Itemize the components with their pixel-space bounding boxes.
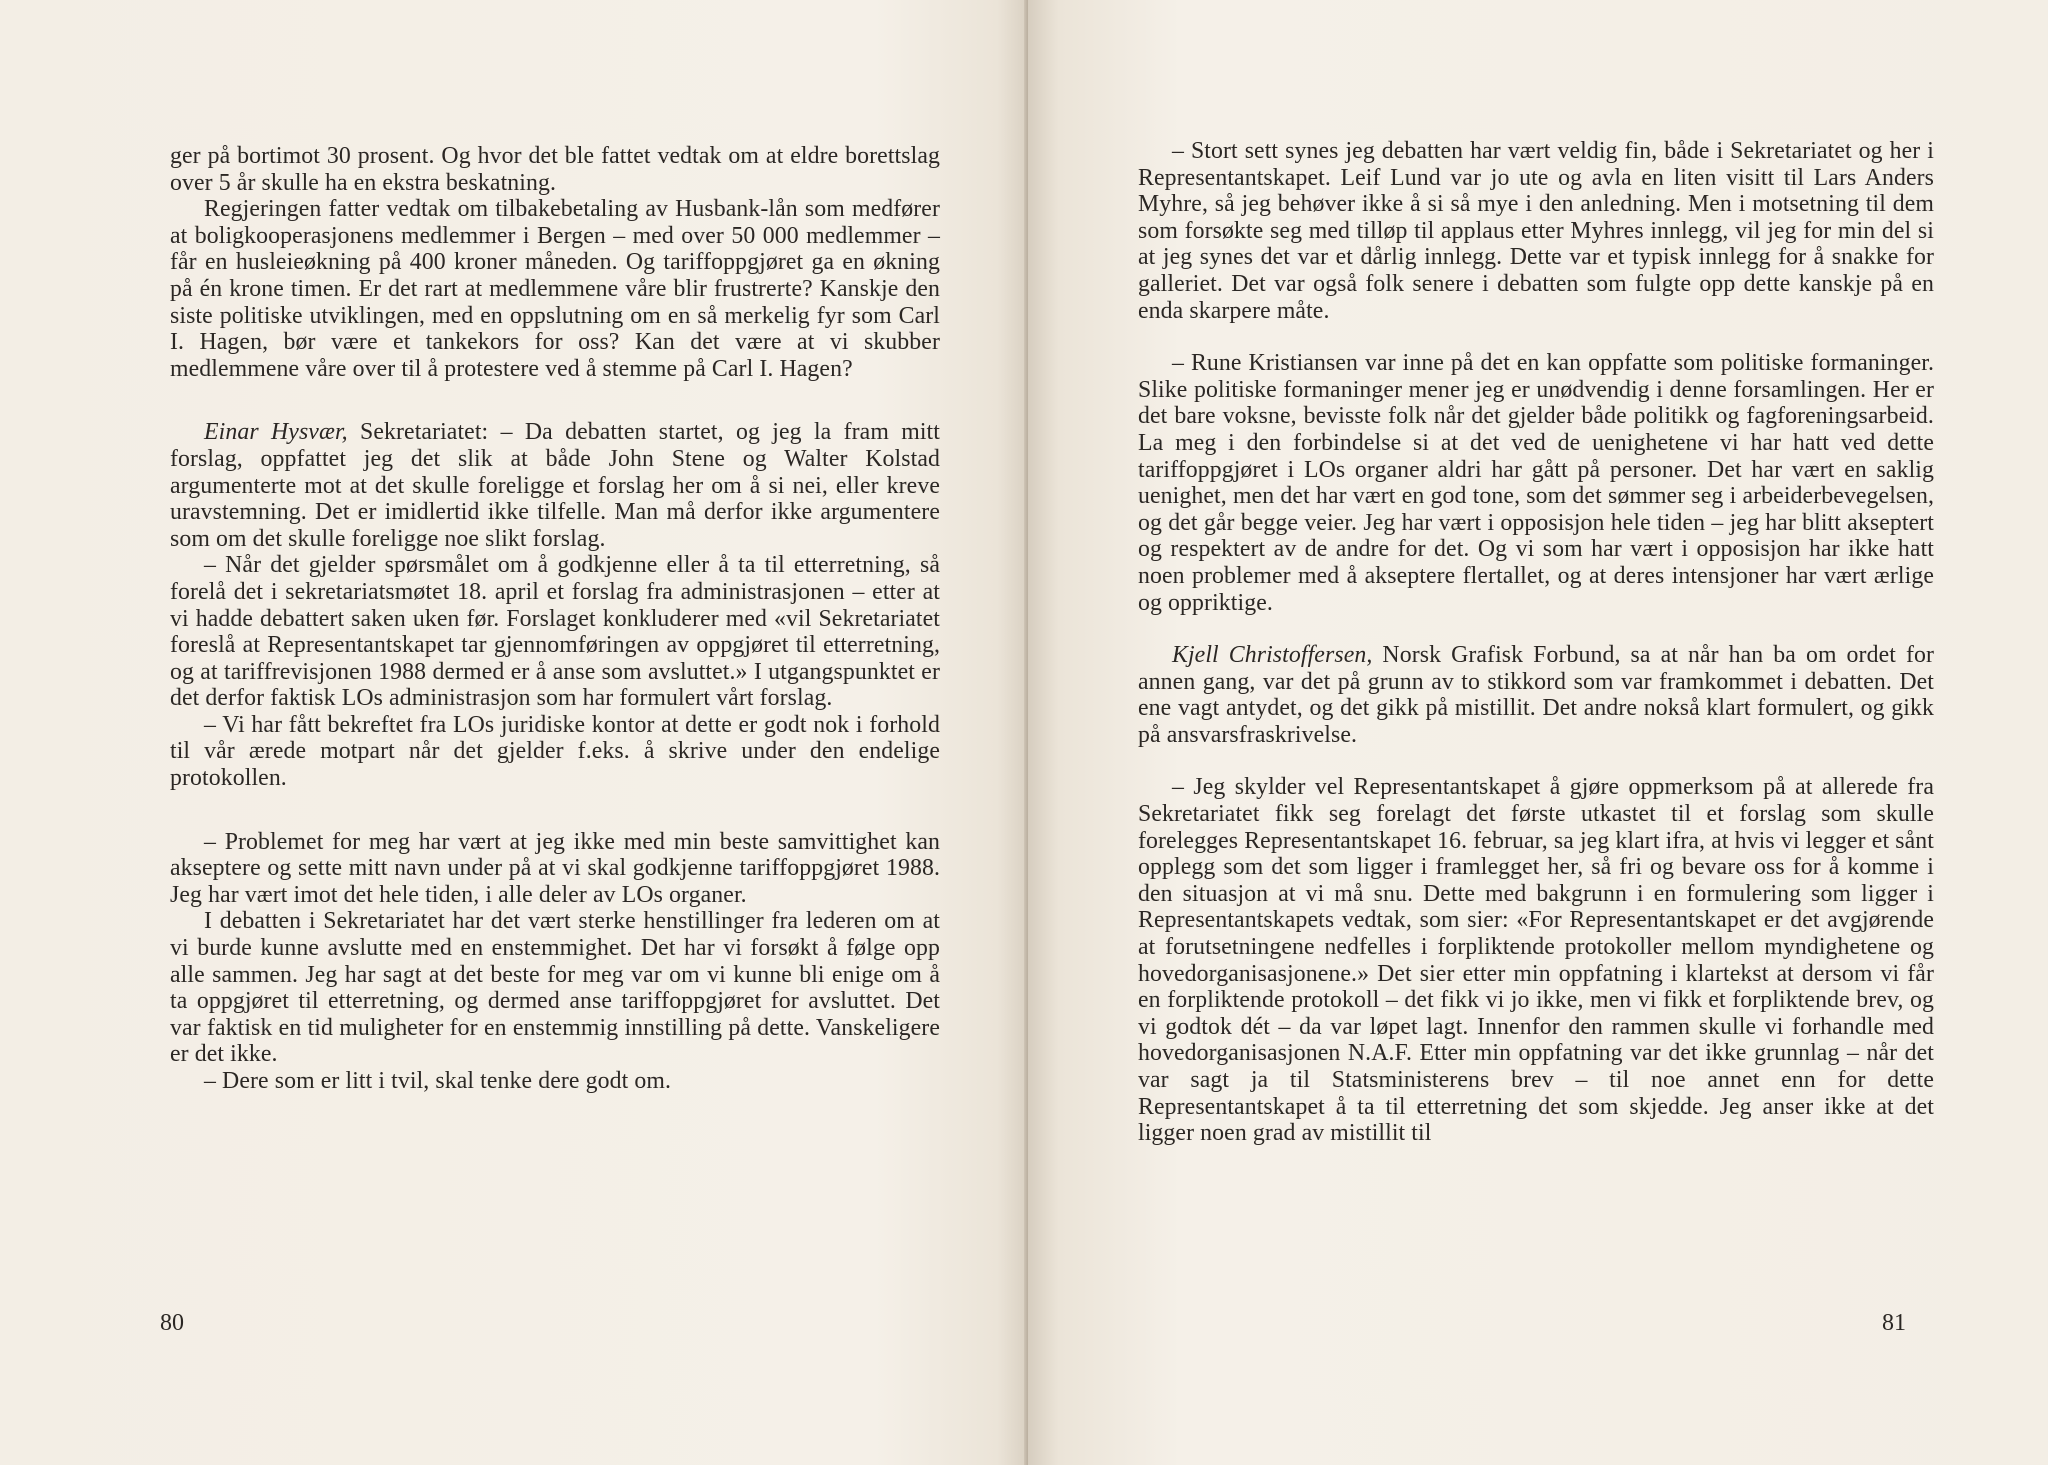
right-page: [1028, 0, 2048, 1465]
paragraph: – Jeg skylder vel Representantskapet å gjøre oppmerksom på at allerede fra Sekretariatet fikk seg forelagt det første utkastet til et forslag som skulle forelegges Representantskapet 16. februar, sa jeg klart ifra, at hvis vi legger et sånt opplegg som det som ligger i framlegget her, så fri og bevare oss for å komme i den situasjon at vi må snu. Dette med bakgrunn i en formulering som ligger i Representantskapets vedtak, som sier: «For Representantskapet er det avgjørende at forutsetningene nedfelles i forpliktende protokoller mellom myndighetene og hovedorganisasjonene.» Det sier etter min oppfatning i klartekst at dersom vi får en forpliktende protokoll – det fikk vi jo ikke, men vi fikk et forpliktende brev, og vi godtok dét – da var løpet lagt. Innenfor den rammen skulle vi forhandle med hovedorganisasjonen N.A.F. Etter min oppfatning var det ikke grunnlag – når det var sagt ja til Statsministerens brev – til noe annet enn for dette Representantskapet å ta til etterretning det som skjedde. Jeg anser ikke at det ligger noen grad av mistillit til: [1138, 774, 1934, 1147]
speaker-affiliation: Sekretariatet:: [347, 419, 501, 446]
page-number: 81: [1882, 1310, 1906, 1336]
right-page-text: [1138, 138, 1934, 1147]
paragraph: – Vi har fått bekreftet fra LOs juridiske kontor at dette er godt nok i forhold til vår ærede motpart når det gjelder f.eks. å skrive under den endelige protokollen.: [170, 711, 940, 792]
paragraph-body: – Da debatten startet, og jeg la fram mitt forslag, oppfattet jeg det slik at både John Stene og Walter Kolstad argumenterte mot at det skulle foreligge et forslag her om å si nei, eller kreve uravstemning. Det er imidlertid ikke tilfelle. Man må derfor ikke argumentere som om det skulle foreligge noe slikt forslag.: [170, 419, 940, 552]
paragraph: – Problemet for meg har vært at jeg ikke med min beste samvittighet kan akseptere og sette mitt navn under på at vi skal godkjenne tariffoppgjøret 1988. Jeg har vært imot det hele tiden, i alle deler av LOs organer.: [170, 828, 940, 908]
paragraph: I debatten i Sekretariatet har det vært sterke henstillinger fra lederen om at vi burde kunne avslutte med en enstemmighet. Det har vi forsøkt å følge opp alle sammen. Jeg har sagt at det beste for meg var om vi kunne bli enige om å ta oppgjøret til etterretning, og dermed anse tariffoppgjøret for avsluttet. Det var faktisk en tid muligheter for en enstemmig innstilling på dette. Vanskeligere er det ikke.: [170, 908, 940, 1068]
speaker-paragraph: [170, 419, 940, 552]
left-page-text: [170, 143, 940, 1095]
paragraph-body: sa at når han ba om ordet for annen gang, var det på grunn av to stikkord som var framkommet i debatten. Det ene vagt antydet, og det gikk på mistillit. Det andre nokså klart formulert, og gikk på ansvarsfraskrivelse.: [1138, 642, 1934, 748]
paragraph: – Dere som er litt i tvil, skal tenke dere godt om.: [204, 1068, 672, 1094]
speaker-paragraph: [1138, 642, 1934, 748]
paragraph: Regjeringen fatter vedtak om tilbakebetaling av Husbank-lån som medfører at boligkooperasjonens medlemmer i Bergen – med over 50 000 medlemmer – får en husleieøkning på 400 kroner måneden. Og tariffoppgjøret ga en økning på én krone timen. Er det rart at medlemmene våre blir frustrerte? Kanskje den siste politiske utviklingen, med en oppslutning om en så merkelig fyr som Carl I. Hagen, bør være et tankekors for oss? Kan det være at vi skubber medlemmene våre over til å protestere ved å stemme på Carl I. Hagen?: [170, 196, 940, 382]
speaker-name: Einar Hysvær,: [204, 419, 348, 446]
paragraph: – Når det gjelder spørsmålet om å godkjenne eller å ta til etterretning, så forelå det i sekretariatsmøtet 18. april et forslag fra administrasjonen – etter at vi hadde debattert saken uken før. Forslaget konkluderer med «vil Sekretariatet foreslå at Representantskapet tar gjennomføringen av oppgjøret til etterretning, og at tariffrevisjonen 1988 dermed er å anse som avsluttet.» I utgangspunktet er det derfor faktisk LOs administrasjon som har formulert vårt forslag.: [170, 552, 940, 712]
paragraph: – Rune Kristiansen var inne på det en kan oppfatte som politiske formaninger. Slike politiske formaninger mener jeg er unødvendig i denne forsamlingen. Her er det bare voksne, bevisste folk når det gjelder både politikk og fagforeningsarbeid. La meg i den forbindelse si at det ved de uenighetene vi har hatt ved dette tariffoppgjøret i LOs organer aldri har gått på personer. Det har vært en saklig uenighet, men det har vært en god tone, som det sømmer seg i arbeiderbevegelsen, og det går begge veier. Jeg har vært i opposisjon hele tiden – jeg har blitt akseptert og respektert av de andre for det. Og vi som har vært i opposisjon har ikke hatt noen problemer med å akseptere flertallet, og at deres intensjoner har vært ærlige og oppriktige.: [1138, 350, 1934, 616]
speaker-name: Kjell Christoffersen,: [1172, 642, 1373, 669]
speaker-affiliation: Norsk Grafisk Forbund,: [1372, 642, 1631, 669]
paragraph: – Stort sett synes jeg debatten har vært veldig fin, både i Sekretariatet og her i Representantskapet. Leif Lund var jo ute og avla en liten visitt til Lars Anders Myhre, så jeg behøver ikke å si så mye i den anledning. Men i motsetning til dem som forsøkte seg med tilløp til applaus etter Myhres innlegg, vil jeg for min del si at jeg synes det var et dårlig innlegg. Dette var et typisk innlegg for å snakke for galleriet. Det var også folk senere i debatten som fulgte opp dette kanskje på en enda skarpere måte.: [1138, 138, 1934, 324]
page-number: 80: [160, 1310, 184, 1336]
paragraph: ger på bortimot 30 prosent. Og hvor det ble fattet vedtak om at eldre borettslag over 5 år skulle ha en ekstra beskatning.: [170, 143, 940, 196]
